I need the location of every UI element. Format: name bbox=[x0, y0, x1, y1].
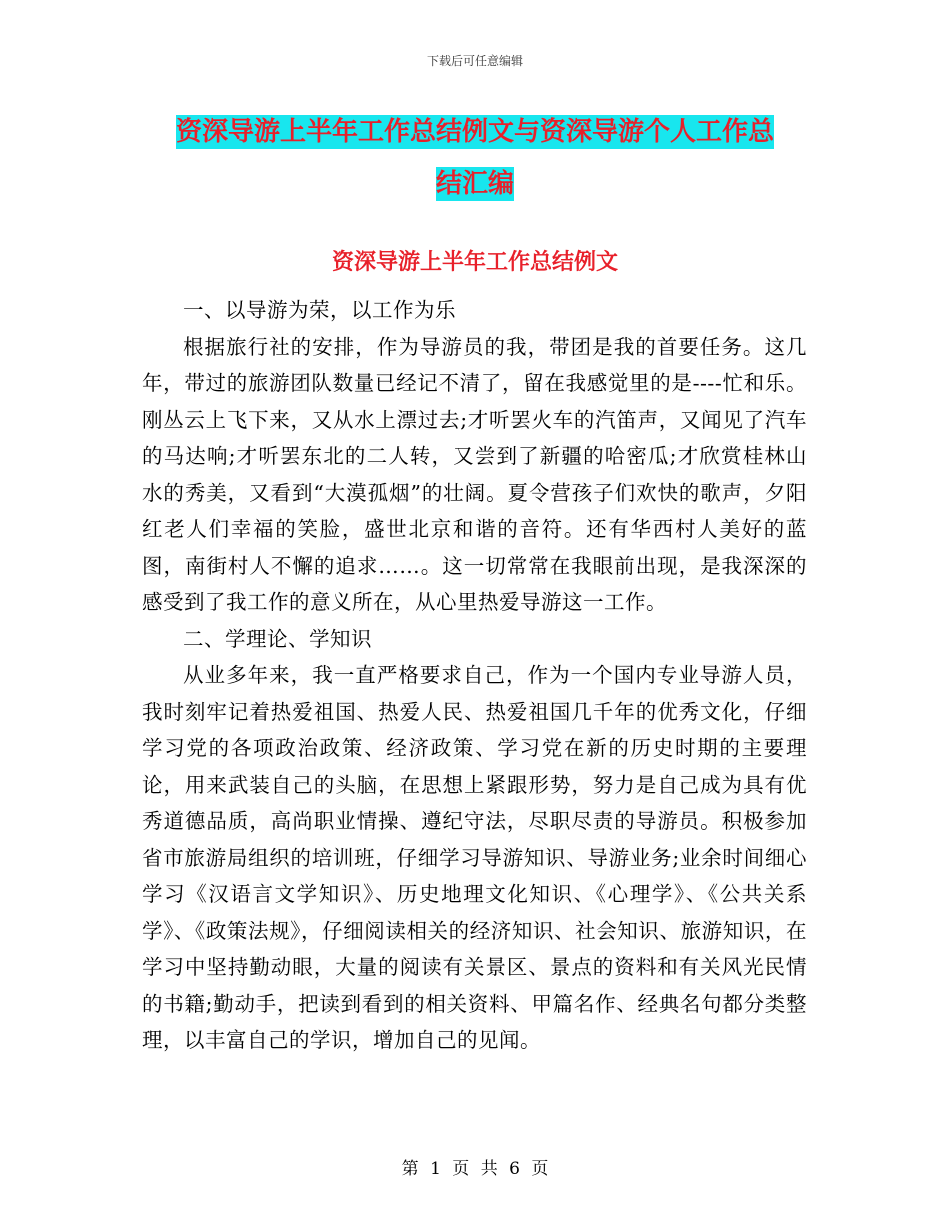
page-footer: 第 1 页 共 6 页 bbox=[401, 1159, 549, 1179]
title-line-1: 资深导游上半年工作总结例文与资深导游个人工作总 bbox=[175, 117, 774, 147]
header-note: 下载后可任意编辑 bbox=[426, 54, 523, 68]
document-title bbox=[150, 106, 800, 210]
document-body bbox=[142, 292, 807, 1059]
heading-1: 一、以导游为荣，以工作为乐 bbox=[183, 298, 456, 322]
heading-2: 二、学理论、学知识 bbox=[183, 626, 372, 651]
section-title: 资深导游上半年工作总结例文 bbox=[331, 250, 618, 275]
paragraph-2: 从业多年来，我一直严格要求自己，作为一个国内专业导游人员，我时刻牢记着热爱祖国、热爱人民、热爱祖国几千年的优秀文化，仔细学习党的各项政治政策、经济政策、学习党在新的历史时期的主要理论，用来武装自己的头脑，在思想上紧跟形势，努力是自己成为具有优秀道德品质，高尚职业情操、遵纪守法，尽职尽责的导游员。积极参加省市旅游局组织的培训班，仔细学习导游知识、导游业务;业余时间细心学习《汉语言文学知识》、历史地理文化知识、《心理学》、《公共关系学》、《政策法规》，仔细阅读相关的经济知识、社会知识、旅游知识，在学习中坚持勤动眼，大量的阅读有关景区、景点的资料和有关风光民情的书籍;勤动手，把读到看到的相关资料、甲篇名作、经典名句都分类整理，以丰富自己的学识，增加自己的见闻。 bbox=[142, 663, 807, 1052]
paragraph-1: 根据旅行社的安排，作为导游员的我，带团是我的首要任务。这几年，带过的旅游团队数量已经记不清了，留在我感觉里的是----忙和乐。刚丛云上飞下来，又从水上漂过去;才听罢火车的汽笛声，又闻见了汽车的马达响;才听罢东北的二人转，又尝到了新疆的哈密瓜;才欣赏桂林山水的秀美，又看到“大漠孤烟”的壮阔。夏令营孩子们欢快的歌声，夕阳红老人们幸福的笑脸，盛世北京和谐的音符。还有华西村人美好的蓝图，南街村人不懈的追求……。这一切常常在我眼前出现，是我深深的感受到了我工作的意义所在，从心里热爱导游这一工作。 bbox=[142, 334, 807, 614]
title-line-2: 结汇编 bbox=[435, 169, 514, 199]
